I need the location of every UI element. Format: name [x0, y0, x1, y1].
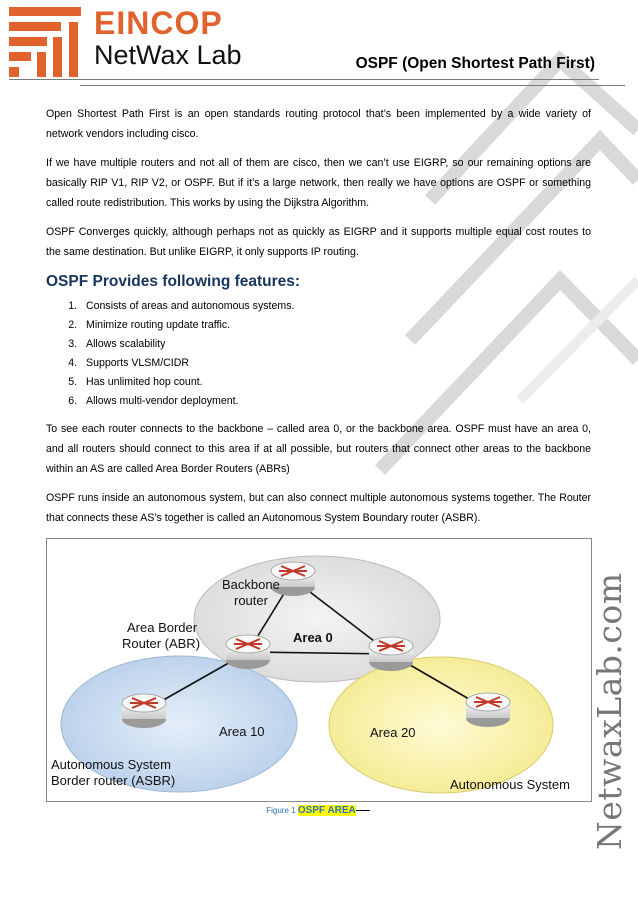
- paragraph-options: If we have multiple routers and not all of them are cisco, then we can’t use EIGRP, so our remaining options are basically RIP V1, RIP V2, or OSPF. But if it’s a large network, then really we have options are OSPF or something called route redistribution. This works by using the Dijkstra Algorithm.: [46, 157, 591, 209]
- paragraph-backbone: To see each router connects to the backbone – called area 0, or the backbone area. OSPF must have an area 0, and all routers should connect to this area if at all possible, but routers that connect other areas to the backbone within an AS are called Area Border Routers (ABRs): [46, 423, 591, 475]
- list-item: 6. Allows multi-vendor deployment.: [80, 392, 591, 411]
- router-area0-right: [369, 637, 413, 671]
- caption-rule: [356, 810, 370, 811]
- router-area10: [122, 694, 166, 728]
- features-list: [46, 297, 591, 411]
- label-area-20: Area 20: [370, 725, 416, 740]
- features-heading: OSPF Provides following features:: [46, 273, 301, 290]
- label-asbr-line1: Autonomous System: [51, 757, 171, 772]
- label-area-10: Area 10: [219, 724, 265, 739]
- brand-bottom-text: NetWax Lab: [94, 40, 242, 70]
- ospf-area-diagram: [47, 539, 591, 801]
- page-header: [0, 0, 638, 92]
- brand-top-text: EINCOP: [94, 5, 223, 41]
- watermark-text: NetwaxLab.com: [590, 572, 629, 850]
- ospf-area-figure: [46, 538, 592, 802]
- label-autonomous-system-right: Autonomous System: [450, 777, 570, 792]
- figure-caption: [46, 805, 590, 816]
- paragraph-convergence: OSPF Converges quickly, although perhaps not as quickly as EIGRP and it supports multiple equal cost routes to the same destination. But unlike EIGRP, it only supports IP routing.: [46, 226, 591, 258]
- label-abr-line1: Area Border: [127, 620, 198, 635]
- label-abr-line2: Router (ABR): [122, 636, 201, 651]
- label-asbr-line2: Border router (ASBR): [51, 773, 176, 788]
- list-item: 1. Consists of areas and autonomous systems.: [80, 297, 591, 316]
- eincop-logo-icon: [9, 7, 81, 77]
- area-20-region: [329, 657, 553, 793]
- paragraph-asbr: OSPF runs inside an autonomous system, but can also connect multiple autonomous systems together. The Router that connects these AS’s together is called an Autonomous System Boundary router (ASBR).: [46, 492, 591, 524]
- caption-prefix: Figure 1: [266, 806, 296, 815]
- header-divider: [9, 79, 599, 80]
- document-body: [46, 104, 591, 537]
- label-area-0: Area 0: [293, 630, 333, 645]
- label-backbone-router-line2: router: [234, 593, 268, 608]
- brand-name: [94, 6, 242, 70]
- caption-highlight: OSPF AREA: [297, 805, 356, 816]
- header-divider-secondary: [80, 85, 625, 86]
- paragraph-intro: Open Shortest Path First is an open standards routing protocol that’s been implemented by a wide variety of network vendors including cisco.: [46, 108, 591, 140]
- router-area20: [466, 693, 510, 727]
- list-item: 5. Has unlimited hop count.: [80, 373, 591, 392]
- list-item: 2. Minimize routing update traffic.: [80, 316, 591, 335]
- list-item: 4. Supports VLSM/CIDR: [80, 354, 591, 373]
- router-abr: [226, 635, 270, 669]
- page-title: OSPF (Open Shortest Path First): [355, 55, 595, 72]
- label-backbone-router-line1: Backbone: [222, 577, 280, 592]
- list-item: 3. Allows scalability: [80, 335, 591, 354]
